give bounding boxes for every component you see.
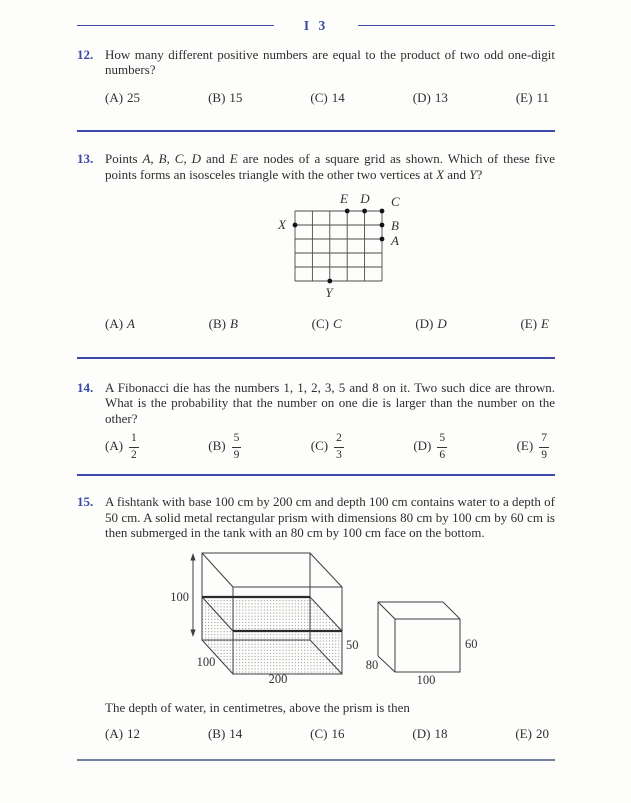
option-13-c: (C) C	[311, 316, 342, 331]
point-d-dot	[362, 209, 367, 214]
point-y-label: Y	[325, 285, 333, 300]
question-13-number: 13.	[77, 151, 94, 166]
tank-depth-label: 100	[196, 654, 216, 669]
option-13-a: (A) A	[105, 316, 135, 331]
question-13-options	[105, 316, 555, 332]
point-d-label: D	[360, 191, 370, 206]
fraction: $\frac{5}{6}$	[439, 432, 446, 461]
section-rule-2	[77, 357, 555, 359]
height-arrow	[190, 553, 195, 637]
point-a-dot	[380, 237, 385, 242]
option-14-b: (B) $\frac{5}{9}$	[208, 432, 240, 461]
question-15-text: A fishtank with base 100 cm by 200 cm and depth 100 cm contains water to a depth of 50 cm. A solid metal rectangular prism with dimensions 80 cm by 100 cm by 60 cm is then submerged in the tank with an 80 cm by 100 cm face on the bottom.	[105, 494, 555, 540]
square-grid-diagram	[265, 189, 417, 303]
point-x-dot	[293, 223, 298, 228]
option-14-d: (D) $\frac{5}{6}$	[413, 432, 446, 461]
question-15-options	[105, 726, 555, 742]
question-12	[77, 47, 555, 106]
option-12-b: (B) 15	[208, 89, 243, 105]
grid-point-dots	[293, 209, 385, 284]
fishtank-prism-diagram	[158, 547, 503, 689]
question-14-number: 14.	[77, 379, 94, 395]
question-14	[77, 380, 555, 462]
fraction: $\frac{2}{3}$	[336, 432, 342, 461]
question-15-number: 15.	[77, 494, 94, 509]
tank-width-label: 200	[268, 671, 288, 686]
section-rule-1	[77, 130, 555, 132]
point-x-label: X	[278, 217, 286, 232]
option-15-c: (C) 16	[310, 726, 345, 741]
point-a-label: A	[391, 233, 399, 248]
question-12-number: 12.	[77, 46, 94, 62]
fraction: $\frac{1}{2}$	[131, 432, 137, 461]
option-12-c: (C) 14	[310, 89, 345, 105]
option-12-a: (A) 25	[105, 89, 141, 105]
fraction: $\frac{5}{9}$	[233, 432, 240, 461]
option-13-d: (D) D	[415, 316, 447, 331]
question-12-text: How many different positive numbers are equal to the product of two odd one-digit numbers?	[105, 46, 555, 77]
fraction: $\frac{7}{9}$	[541, 432, 547, 461]
point-b-label: B	[391, 218, 399, 233]
prism-width-label: 100	[416, 672, 436, 687]
option-13-b: (B) B	[208, 316, 238, 331]
question-15-closing-text: The depth of water, in centimetres, above the prism is then	[105, 699, 410, 715]
page-bottom-rule	[77, 759, 555, 761]
option-13-e: (E) E	[520, 316, 549, 331]
water-depth-label: 50	[346, 637, 359, 652]
question-14-options	[105, 433, 555, 461]
option-14-a: (A) $\frac{1}{2}$	[105, 432, 137, 461]
option-15-b: (B) 14	[207, 726, 243, 741]
prism-depth-label: 80	[365, 657, 379, 672]
option-12-d: (D) 13	[412, 89, 448, 105]
point-b-dot	[380, 223, 385, 228]
point-e-label: E	[340, 191, 348, 206]
prism-height-label: 60	[465, 636, 478, 651]
point-c-label: C	[391, 194, 400, 209]
option-14-c: (C) $\frac{2}{3}$	[310, 432, 342, 461]
page-title: I 3	[303, 18, 329, 33]
point-c-dot	[380, 209, 385, 214]
option-12-e: (E) 11	[515, 89, 549, 105]
question-12-options	[105, 90, 555, 106]
option-15-a: (A) 12	[105, 726, 141, 741]
question-13-text: Points A, B, C, D and E are nodes of a square grid as shown. Which of these five points forms an isosceles triangle with the other two vertices at X and Y?	[105, 151, 555, 182]
section-rule-3	[77, 474, 555, 476]
question-14-text: A Fibonacci die has the numbers 1, 1, 2, 3, 5 and 8 on it. Two such dice are thrown. What is the probability that the number on one die is larger than the number on the other?	[105, 379, 555, 426]
page-header	[77, 18, 555, 34]
tank-height-label: 100	[170, 589, 189, 604]
header-rule-left	[77, 25, 274, 26]
option-15-d: (D) 18	[412, 726, 448, 741]
question-15	[77, 494, 555, 742]
prism-edges	[378, 602, 460, 672]
grid-lines	[295, 211, 382, 281]
option-15-e: (E) 20	[515, 726, 549, 741]
option-14-e: (E) $\frac{7}{9}$	[516, 432, 547, 461]
point-e-dot	[345, 209, 350, 214]
question-13	[77, 151, 555, 332]
header-rule-right	[358, 25, 555, 26]
point-y-dot	[327, 279, 332, 284]
